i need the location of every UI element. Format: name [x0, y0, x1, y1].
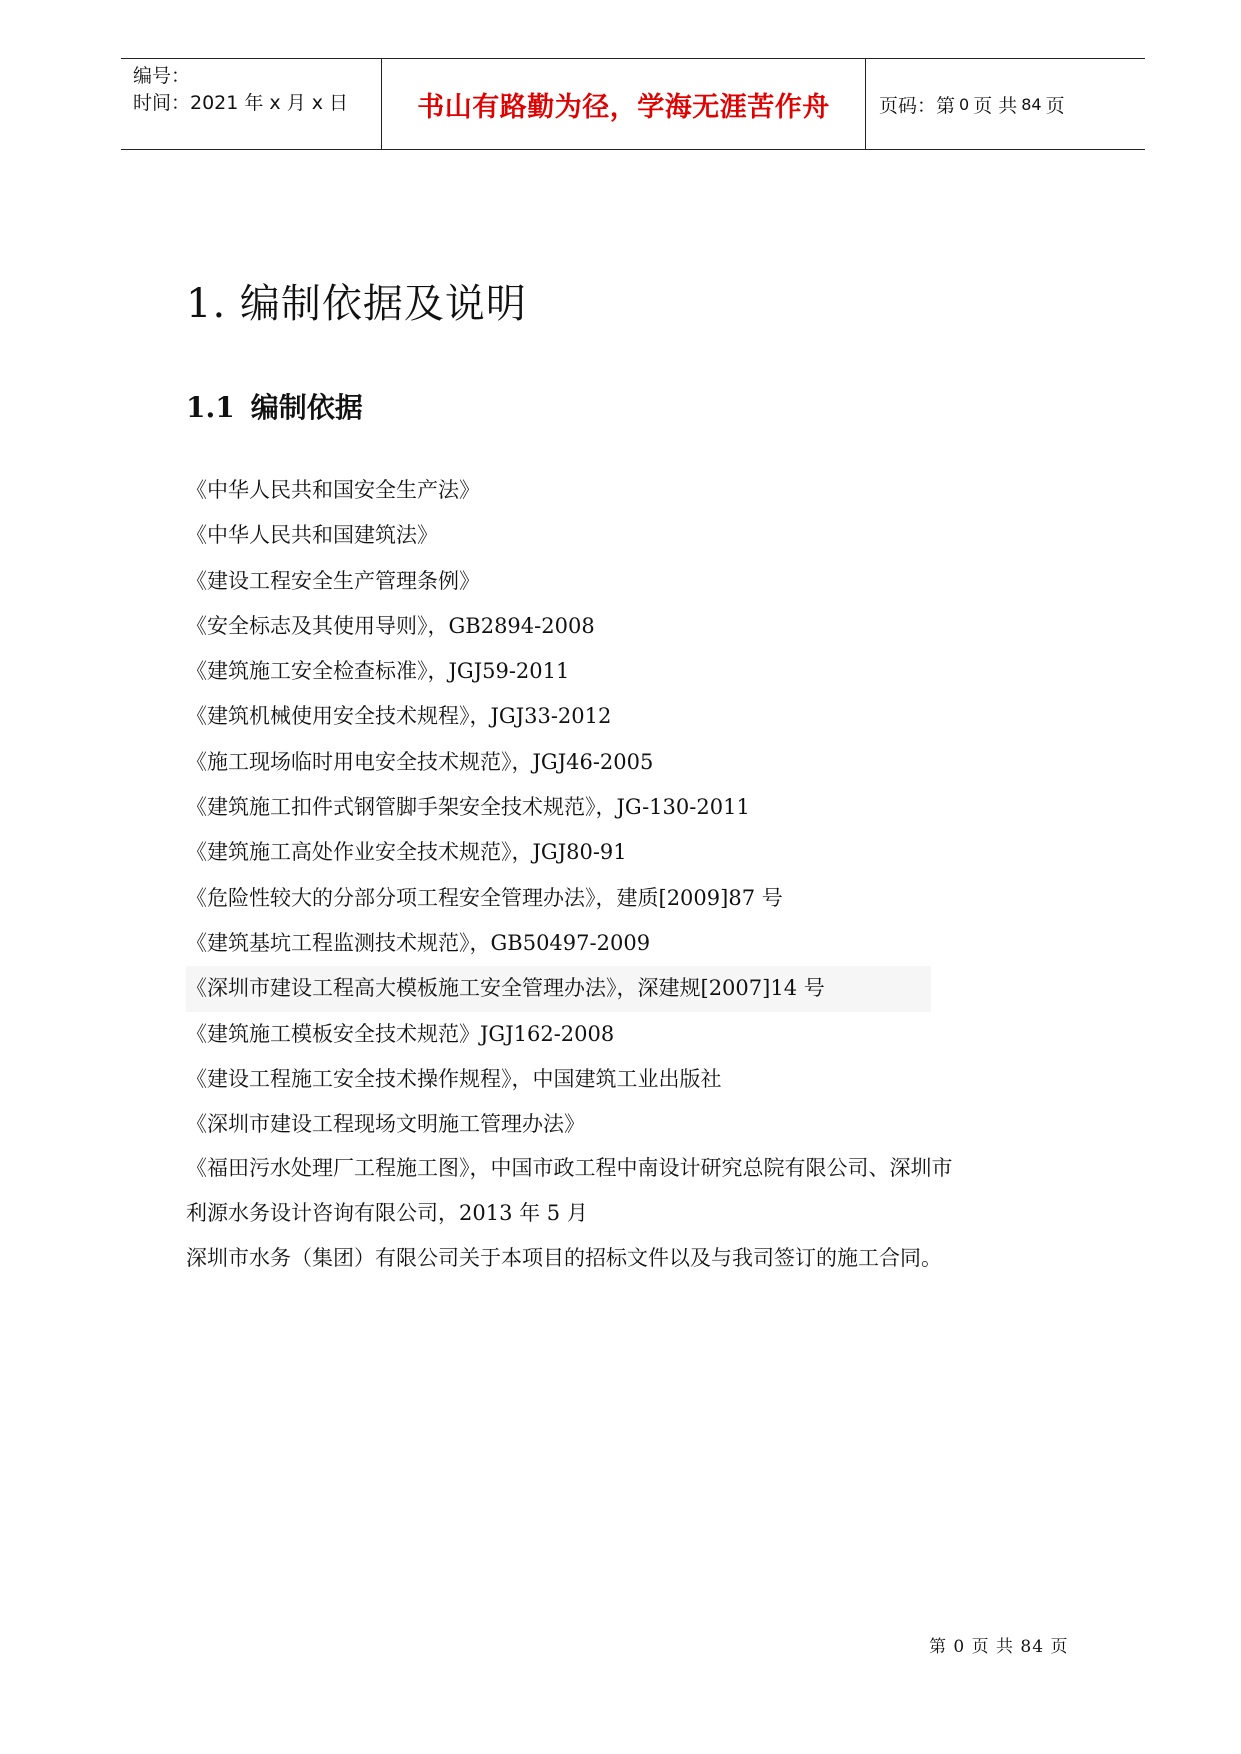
reference-item: 《建筑机械使用安全技术规程》，JGJ33-2012 — [186, 704, 612, 729]
reference-paragraph — [186, 1146, 1086, 1281]
page-suffix: 页 — [1045, 94, 1065, 117]
paragraph-line: 利源水务设计咨询有限公司，2013 年 5 月 — [186, 1201, 588, 1225]
page-prefix: 页码：第 — [879, 94, 956, 117]
page-mid: 页 共 — [973, 94, 1018, 117]
document-number-label: 编号： — [133, 65, 191, 87]
reference-item: 《危险性较大的分部分项工程安全管理办法》，建质[2009]87 号 — [186, 885, 783, 910]
page-number: 0 — [959, 94, 970, 114]
subsection-number: 1.1 — [186, 391, 235, 424]
reference-item: 《建筑基坑工程监测技术规范》，GB50497-2009 — [186, 930, 651, 955]
page-footer: 第 0 页 共 84 页 — [929, 1637, 1069, 1657]
paragraph-line: 《福田污水处理厂工程施工图》，中国市政工程中南设计研究总院有限公司、深圳市 — [186, 1156, 953, 1180]
page-header — [121, 58, 1145, 150]
header-page-info — [866, 59, 1145, 149]
header-meta — [121, 59, 382, 149]
document-date: 时间：2021 年 x 月 x 日 — [133, 92, 349, 114]
reference-item: 《建筑施工高处作业安全技术规范》，JGJ80-91 — [186, 840, 627, 865]
header-motto: 书山有路勤为径，学海无涯苦作舟 — [382, 59, 866, 149]
reference-item: 《中华人民共和国建筑法》 — [186, 523, 438, 548]
reference-list — [186, 468, 1086, 1147]
paragraph-line: 深圳市水务（集团）有限公司关于本项目的招标文件以及与我司签订的施工合同。 — [186, 1246, 942, 1270]
reference-item: 《建设工程施工安全技术操作规程》，中国建筑工业出版社 — [186, 1066, 722, 1091]
reference-item: 《安全标志及其使用导则》，GB2894-2008 — [186, 613, 595, 638]
reference-item: 《深圳市建设工程高大模板施工安全管理办法》，深建规[2007]14 号 — [186, 966, 931, 1011]
reference-item: 《中华人民共和国安全生产法》 — [186, 478, 480, 502]
reference-item: 《施工现场临时用电安全技术规范》，JGJ46-2005 — [186, 749, 654, 774]
reference-item: 《建筑施工模板安全技术规范》JGJ162-2008 — [186, 1021, 615, 1046]
page-total: 84 — [1021, 94, 1042, 114]
reference-item: 《建筑施工安全检查标准》，JGJ59-2011 — [186, 659, 570, 684]
section-title: 1. 编制依据及说明 — [186, 281, 527, 327]
reference-item: 《建筑施工扣件式钢管脚手架安全技术规范》，JG-130-2011 — [186, 795, 750, 820]
subsection-title — [186, 386, 363, 426]
reference-item: 《深圳市建设工程现场文明施工管理办法》 — [186, 1112, 585, 1137]
subsection-text: 编制依据 — [250, 391, 363, 424]
reference-item: 《建设工程安全生产管理条例》 — [186, 568, 480, 593]
